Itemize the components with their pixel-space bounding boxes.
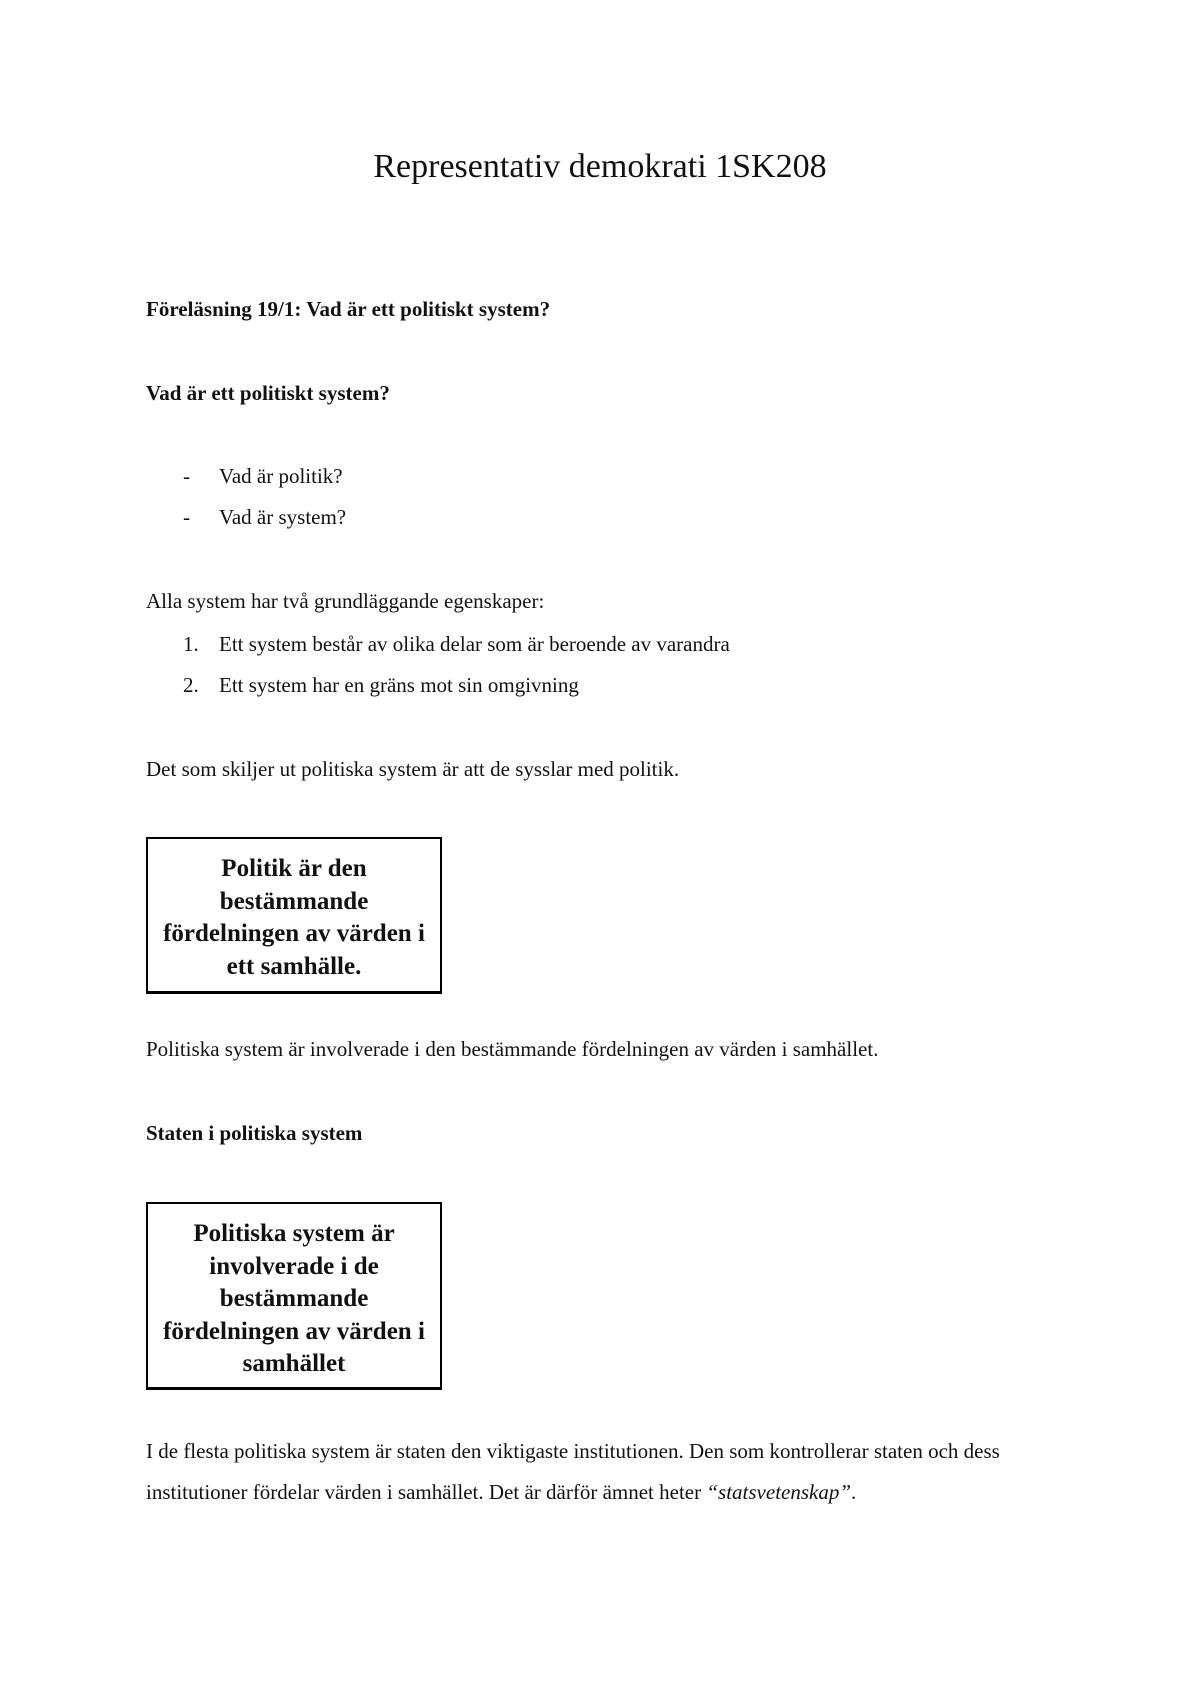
list-item-text: Ett system består av olika delar som är beroende av varandra <box>219 632 730 656</box>
list-item-text: Vad är system? <box>219 505 347 529</box>
definition-box-line: involverade i de <box>209 1252 379 1280</box>
closing-punctuation: . <box>851 1480 857 1504</box>
definition-box-line: fördelningen av värden i <box>163 1317 425 1345</box>
definition-box-line: samhället <box>242 1350 346 1377</box>
definition-box <box>146 1202 442 1390</box>
definition-box-line: Politik är den <box>221 855 367 882</box>
section-heading-political-system: Vad är ett politiskt system? <box>146 381 390 405</box>
distinction-paragraph: Det som skiljer ut politiska system är att de sysslar med politik. <box>146 757 680 781</box>
definition-box-line: Politiska system är <box>193 1220 395 1247</box>
definition-box-line: ett samhälle. <box>226 952 362 980</box>
list-number: 1. <box>183 632 199 656</box>
dash-bullet: - <box>183 505 190 529</box>
closing-paragraph <box>146 1431 1076 1513</box>
dash-bullet: - <box>183 464 190 488</box>
definition-box-line: bestämmande <box>219 887 369 915</box>
definition-box <box>146 837 442 994</box>
section-heading-state: Staten i politiska system <box>146 1121 363 1145</box>
closing-text: I de flesta politiska system är staten den viktigaste institutionen. Den som kontrollerar staten och dess institutioner fördelar värden i samhället. Det är därför ämnet heter <box>146 1439 1000 1504</box>
document-title: Representativ demokrati 1SK208 <box>373 148 827 185</box>
lecture-heading: Föreläsning 19/1: Vad är ett politiskt system? <box>146 297 551 321</box>
definition-box-line: fördelningen av värden i <box>163 920 425 947</box>
definition-box-line: bestämmande <box>219 1285 369 1312</box>
emphasized-term: “statsvetenskap” <box>706 1480 852 1504</box>
properties-intro: Alla system har två grundläggande egenskaper: <box>146 589 545 613</box>
list-item-text: Ett system har en gräns mot sin omgivning <box>219 673 579 697</box>
involvement-paragraph: Politiska system är involverade i den bestämmande fördelningen av värden i samhället. <box>146 1037 879 1061</box>
list-number: 2. <box>183 673 199 697</box>
list-item-text: Vad är politik? <box>219 464 343 488</box>
